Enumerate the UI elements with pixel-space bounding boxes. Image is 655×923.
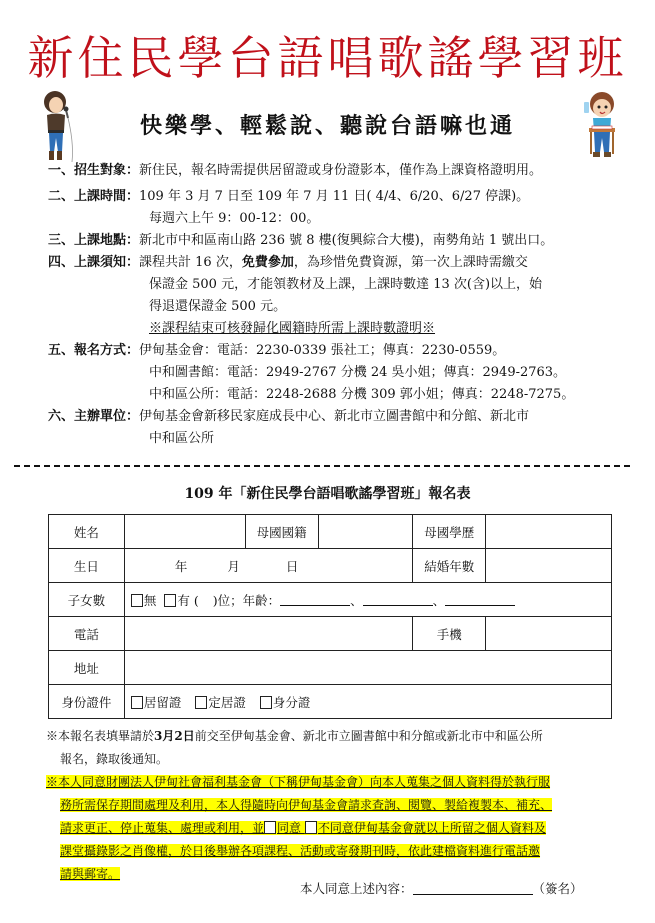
info-location: [48, 230, 628, 252]
info-organizer-text2: 中和區公所: [149, 431, 215, 446]
birthday-month: 月: [227, 558, 240, 574]
phone-field[interactable]: [124, 617, 412, 651]
signature-field[interactable]: [413, 880, 533, 895]
page-title: 新住民學台語唱歌謠學習班: [27, 31, 628, 85]
children-field: [124, 583, 611, 617]
info-notice-text3: 得退還保證金 500 元。: [149, 299, 287, 314]
info-notice-text: [139, 252, 628, 274]
cut-line-divider: [14, 465, 630, 467]
info-notice-label: 四、上課須知：: [48, 255, 140, 270]
info-notice-text2: 保證金 500 元，才能領教材及上課，上課時數達 13 次(含)以上，始: [149, 277, 543, 292]
id-label: 身份證件: [49, 685, 125, 719]
child-age-blank-3[interactable]: [445, 593, 515, 606]
consent-agree-checkbox[interactable]: [264, 821, 276, 834]
children-separator: 、: [350, 592, 363, 608]
info-register-text2: 中和圖書館：電話：2949-2767 分機 24 吳小姐；傳真：2949-2763。: [149, 365, 567, 380]
children-none-checkbox[interactable]: [131, 594, 143, 607]
info-time-label: 二、上課時間：: [48, 189, 140, 204]
info-organizer-label: 六、主辦單位：: [48, 409, 140, 424]
note-deadline-date: 3月2日: [154, 729, 195, 743]
consent-agree-label: 同意: [277, 821, 305, 835]
mobile-label: 手機: [413, 617, 486, 651]
education-field[interactable]: [486, 515, 612, 549]
id-settlement-label: 定居證: [208, 694, 246, 710]
info-notice-text-a: 課程共計 16 次，: [139, 255, 242, 270]
info-register-label: 五、報名方式：: [48, 343, 140, 358]
info-notice-text-b: ，為珍惜免費資源，第一次上課時需繳交: [293, 255, 528, 270]
consent-line-3-a: 請求更正、停止蒐集、處理或利用，並: [60, 821, 265, 835]
consent-line-5: 請與郵寄。: [60, 867, 121, 881]
children-label: 子女數: [49, 583, 125, 617]
info-notice-certificate: ※課程結束可核發歸化國籍時所需上課時數證明※: [149, 321, 436, 336]
info-target-label: 一、招生對象：: [48, 163, 140, 178]
consent-line-4: 課堂攝錄影之肖像權，於日後舉辦各項課程、活動或寄發期刊時，依此建檔資料進行電話邀: [60, 844, 541, 858]
info-time-text: 109 年 3 月 7 日至 109 年 7 月 11 日( 4/4、6/20、6/27 停課)。: [139, 189, 530, 204]
married-years-label: 結婚年數: [413, 549, 486, 583]
consent-block: [46, 771, 616, 886]
signature-line: [300, 879, 583, 899]
mobile-field[interactable]: [486, 617, 612, 651]
form-notes: [46, 725, 616, 886]
name-label: 姓名: [49, 515, 125, 549]
form-row-name: [49, 515, 612, 549]
birthday-field[interactable]: [124, 549, 412, 583]
info-organizer: [48, 406, 628, 428]
married-years-field[interactable]: [486, 549, 612, 583]
id-residence-label: 居留證: [143, 694, 182, 710]
children-have-label: 有 (: [177, 592, 199, 608]
note-deadline: [46, 725, 616, 748]
children-none-label: 無: [143, 592, 157, 608]
info-register-text: 伊甸基金會：電話：2230-0339 張社工；傳真：2230-0559。: [139, 343, 506, 358]
info-notice-free: 免費參加: [241, 255, 294, 270]
page-subtitle: 快樂學、輕鬆說、聽說台語嘛也通: [139, 113, 515, 139]
info-notice: [48, 252, 628, 274]
note-deadline-a: ※本報名表填畢請於: [46, 729, 155, 743]
info-register-text3: 中和區公所：電話：2248-2688 分機 309 郭小姐；傳真：2248-7275。: [149, 387, 575, 402]
birthday-year: 年: [174, 558, 188, 574]
id-citizen-label: 身分證: [272, 694, 311, 710]
consent-disagree-checkbox[interactable]: [305, 821, 317, 834]
form-row-birthday: [49, 549, 612, 583]
birthday-day: 日: [285, 558, 299, 574]
children-have-checkbox[interactable]: [164, 594, 176, 607]
address-label: 地址: [49, 651, 125, 685]
consent-line-1: ※本人同意財團法人伊甸社會福利基金會（下稱伊甸基金會）向本人蒐集之個人資料得於執行服: [46, 775, 551, 789]
id-field: [124, 685, 611, 719]
consent-line-3-b: 不同意伊甸基金會就以上所留之個人資料及: [317, 821, 546, 835]
info-register: [48, 340, 628, 362]
children-separator: 、: [432, 592, 446, 608]
form-title: 109 年「新住民學台語唱歌謠學習班」報名表: [184, 486, 471, 502]
children-age-label: )位；年齡：: [212, 592, 281, 608]
address-field[interactable]: [124, 651, 611, 685]
consent-line-3: [60, 821, 546, 835]
nationality-field[interactable]: [318, 515, 413, 549]
course-info: [48, 160, 628, 450]
id-citizen-checkbox[interactable]: [260, 696, 272, 709]
signature-label: 本人同意上述內容：: [300, 881, 413, 896]
info-time: [48, 186, 628, 208]
consent-line-2: 務所需保存期間處理及利用，本人得隨時向伊甸基金會請求查詢、閱覽、製給複製本、補充、: [60, 798, 553, 812]
birthday-label: 生日: [49, 549, 125, 583]
id-residence-checkbox[interactable]: [131, 696, 143, 709]
form-row-children: [49, 583, 612, 617]
child-age-blank-1[interactable]: [280, 593, 350, 606]
child-age-blank-2[interactable]: [363, 593, 433, 606]
info-location-label: 三、上課地點：: [48, 233, 140, 248]
id-settlement-checkbox[interactable]: [195, 696, 207, 709]
name-field[interactable]: [124, 515, 245, 549]
info-organizer-text: 伊甸基金會新移民家庭成長中心、新北市立圖書館中和分館、新北市: [139, 409, 530, 424]
education-label: 母國學歷: [413, 515, 486, 549]
info-target-text: 新住民，報名時需提供居留證或身份證影本，僅作為上課資格證明用。: [139, 163, 543, 178]
info-location-text: 新北市中和區南山路 236 號 8 樓(復興綜合大樓)，南勢角站 1 號出口。: [139, 233, 554, 248]
signature-suffix: （簽名）: [532, 881, 583, 896]
info-target: [48, 160, 628, 182]
registration-form-table: [48, 514, 612, 719]
note-deadline-b: 前交至伊甸基金會、新北市立圖書館中和分館或新北市中和區公所: [194, 729, 543, 743]
form-row-address: [49, 651, 612, 685]
form-row-id: [49, 685, 612, 719]
info-time-text2: 每週六上午 9：00-12：00。: [149, 211, 320, 226]
phone-label: 電話: [49, 617, 125, 651]
note-deadline-c: 報名，錄取後通知。: [60, 752, 169, 766]
form-row-phone: [49, 617, 612, 651]
nationality-label: 母國國籍: [245, 515, 318, 549]
